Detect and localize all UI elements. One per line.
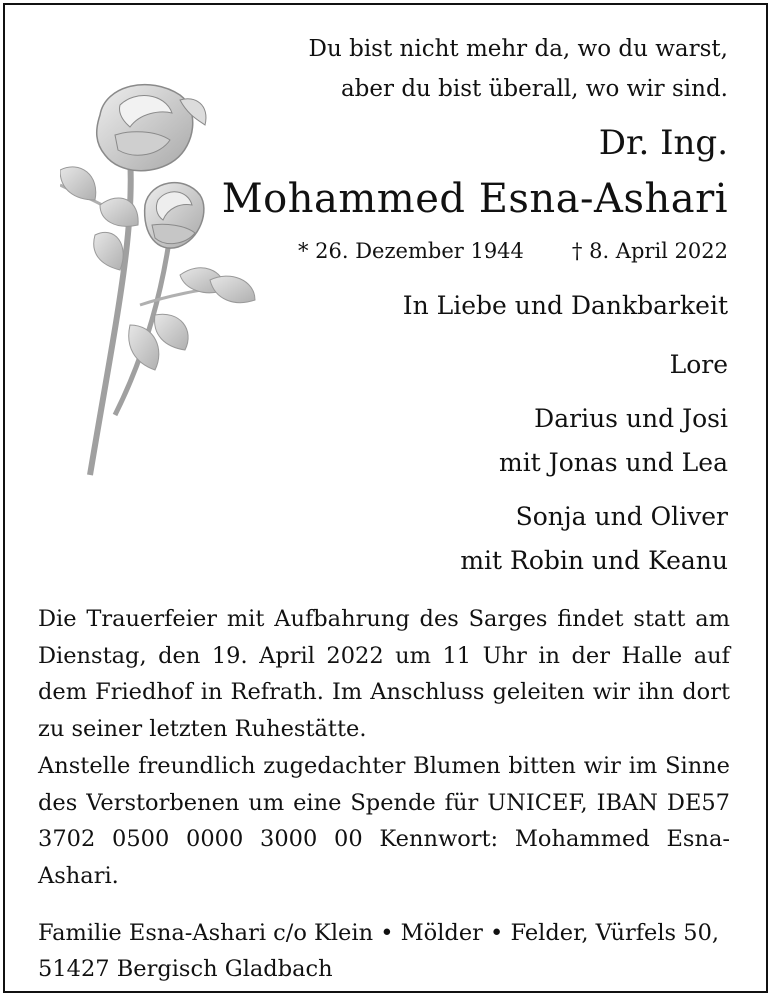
funeral-paragraph: Die Trauerfeier mit Aufbahrung des Sarges findet statt am Dienstag, den 19. April 2022 um 11 Uhr in der Halle auf dem Friedhof in Refrath. Im Anschluss geleiten wir ihn dort zu seiner letzten Ruhestätte. — [38, 606, 730, 743]
mourners-list — [460, 343, 728, 593]
donation-paragraph: Anstelle freundlich zugedachter Blumen bitten wir im Sinne des Verstorbenen um eine Spende für UNICEF, IBAN DE57 3702 0500 0000 3000 00 Kennwort: Mohammed Esna-Ashari. — [38, 752, 730, 889]
academic-title: Dr. Ing. — [598, 123, 728, 163]
mourner-line: mit Jonas und Lea — [498, 448, 728, 477]
life-dates — [298, 235, 728, 267]
quote-line-1: Du bist nicht mehr da, wo du warst, — [308, 36, 728, 62]
mourner-line: Lore — [669, 350, 728, 379]
service-notice — [38, 601, 730, 895]
death-date: † 8. April 2022 — [571, 239, 728, 263]
deceased-name: Mohammed Esna-Ashari — [221, 176, 728, 222]
mourner-line: Sonja und Oliver — [515, 502, 728, 531]
address-line-1: Familie Esna-Ashari c/o Klein • Mölder • Felder, Vürfels 50, — [38, 920, 720, 946]
quote-line-2: aber du bist überall, wo wir sind. — [340, 76, 728, 102]
mourner-line: mit Robin und Keanu — [460, 546, 728, 575]
family-address — [38, 915, 730, 987]
mourner-group — [460, 495, 728, 583]
mourner-group — [460, 343, 728, 387]
dedication: In Liebe und Dankbarkeit — [402, 291, 728, 320]
rose-icon — [60, 75, 260, 495]
birth-date: * 26. Dezember 1944 — [297, 239, 524, 263]
quote — [309, 29, 728, 109]
mourner-group — [460, 397, 728, 485]
notice-frame — [3, 3, 768, 993]
mourner-line: Darius und Josi — [534, 404, 728, 433]
address-line-2: 51427 Bergisch Gladbach — [38, 956, 333, 982]
